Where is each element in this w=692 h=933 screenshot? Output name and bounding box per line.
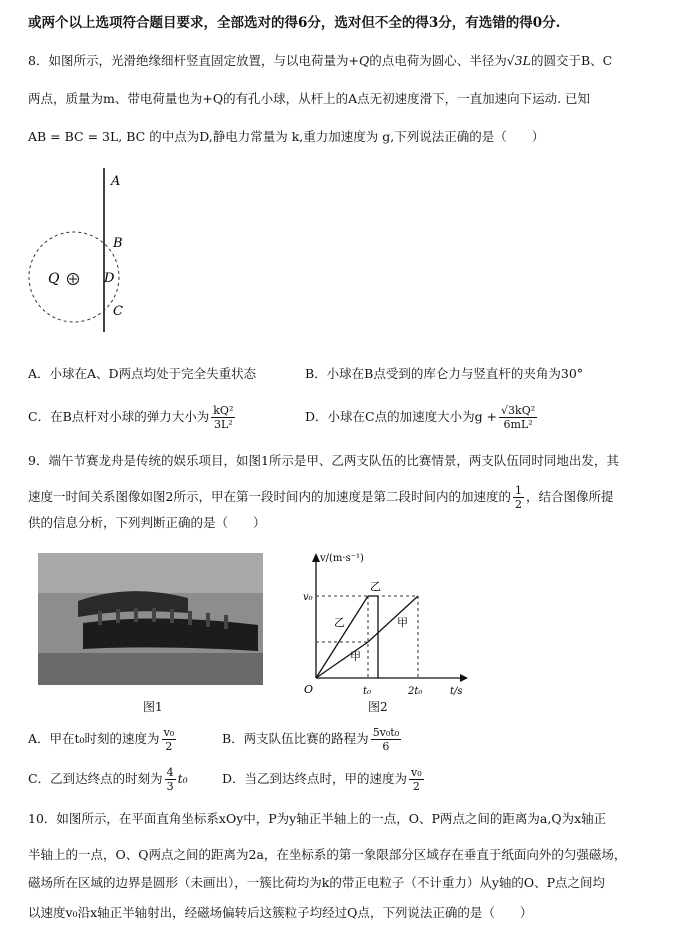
q10-line-2: 半轴上的一点，O、Q两点之间的距离为2a，在坐标系的第一象限部分区域存在垂直于纸面向外的匀强磁场， [28, 847, 627, 862]
q9-option-b[interactable] [222, 726, 403, 753]
q10-line-3: 磁场所在区域的边界是圆形（未画出），一簇比荷均为k的带正电粒子（不计重力）从y轴的O、P点之间均 [28, 875, 606, 890]
fraction-numerator: v₀ [411, 766, 422, 779]
fraction-denominator: 2 [514, 498, 522, 511]
label-a: A [111, 174, 121, 189]
q9-option-a-text: A．甲在t₀时刻的速度为 [28, 731, 160, 746]
q9-option-a[interactable] [28, 726, 178, 753]
section-instructions: 或两个以上选项符合题目要求，全部选对的得6分，选对但不全的得3分，有选错的得0分. [28, 15, 561, 31]
q8-text-c: 的点电荷为圆心、半径为 [369, 53, 507, 68]
jia-low-label: 甲 [350, 650, 361, 663]
q8-option-c-fraction [211, 404, 235, 431]
y-axis-label: v/(m·s⁻¹) [320, 553, 364, 564]
dragon-boat-photo [38, 553, 263, 685]
q8-radius: √3L [506, 53, 531, 68]
q8-option-c-text: C．在B点杆对小球的弹力大小为 [28, 409, 210, 424]
q9-line-2 [28, 484, 678, 511]
fraction-numerator: 5v₀t₀ [372, 726, 400, 739]
vt-graph [300, 548, 480, 698]
label-q: Q [48, 271, 60, 287]
fraction-denominator: 2 [165, 740, 173, 753]
q9-option-c-fraction [165, 766, 176, 793]
y-axis-arrow-icon [312, 553, 320, 562]
label-d: D [104, 271, 115, 286]
q9-option-d-fraction [409, 766, 424, 793]
q8-text-e: 的圆交于B、C [530, 53, 613, 68]
q9-option-b-text: B．两支队伍比赛的路程为 [222, 731, 369, 746]
label-c: C [113, 304, 123, 319]
figure-1-caption: 图1 [143, 700, 163, 714]
q9-text-b: ，结合图像所提 [525, 489, 614, 504]
q9-option-c[interactable] [28, 766, 188, 793]
q9-line-3: 供的信息分析，下列判断正确的是（ ） [28, 515, 266, 530]
origin-label: O [304, 683, 314, 696]
jia-top-label: 甲 [397, 616, 408, 629]
dragon-boat-image [38, 553, 263, 685]
q9-option-a-fraction [162, 726, 177, 753]
q8-text-a: 8．如图所示，光滑绝缘细杆竖直固定放置，与以电荷量为 [28, 53, 349, 68]
q8-line-1 [28, 52, 678, 70]
yi-mid-label: 乙 [334, 616, 345, 629]
q8-line-3: AB = BC = 3L, BC 的中点为D,静电力常量为 k,重力加速度为 g,下列说法正确的是（ ） [28, 129, 545, 144]
q9-option-d-text: D．当乙到达终点时，甲的速度为 [222, 771, 408, 786]
fraction-numerator: 4 [166, 766, 174, 779]
q10-line-4: 以速度v₀沿x轴正半轴射出，经磁场偏转后这簇粒子均经过Q点，下列说法正确的是（ ） [28, 905, 533, 920]
q8-line-2: 两点，质量为m、带电荷量也为+Q的有孔小球，从杆上的A点无初速度滑下，一直加速向下运动. 已知 [28, 91, 591, 106]
q8-option-b[interactable]: B．小球在B点受到的库仑力与竖直杆的夹角为30° [305, 366, 584, 381]
x-axis-label: t/s [450, 686, 463, 697]
q9-option-b-fraction [371, 726, 401, 753]
fraction-numerator: √3kQ² [501, 404, 536, 417]
q8-option-d-fraction [499, 404, 537, 431]
2t0-label: 2t₀ [408, 686, 423, 697]
fraction-denominator: 2 [412, 780, 420, 793]
q9-half-fraction [513, 484, 524, 511]
q8-option-d-text: D．小球在C点的加速度大小为g + [305, 409, 498, 424]
fraction-denominator: 6 [382, 740, 390, 753]
q9-option-c-text: C．乙到达终点的时刻为 [28, 771, 163, 786]
q8-option-d[interactable] [305, 404, 539, 431]
q8-option-c[interactable] [28, 404, 237, 431]
q8-figure [20, 160, 170, 340]
q9-line-1: 9．端午节赛龙舟是传统的娱乐项目，如图1所示是甲、乙两支队伍的比赛情景，两支队伍同时同地出发，其 [28, 453, 619, 468]
v0-label: v₀ [303, 592, 313, 603]
fraction-denominator: 3 [166, 780, 174, 793]
label-b: B [113, 236, 123, 251]
t0-label: t₀ [363, 686, 372, 697]
q8-option-a[interactable]: A．小球在A、D两点均处于完全失重状态 [28, 366, 257, 381]
q8-charge: +Q [348, 53, 370, 68]
fraction-numerator: kQ² [213, 404, 234, 417]
q9-option-c-tail: t₀ [177, 771, 188, 786]
fraction-denominator: 3L² [213, 418, 233, 431]
q9-option-d[interactable] [222, 766, 426, 793]
figure-2-caption: 图2 [368, 700, 388, 714]
fraction-numerator: 1 [514, 484, 522, 497]
fraction-numerator: v₀ [163, 726, 175, 739]
x-axis-arrow-icon [460, 674, 468, 682]
q10-line-1: 10．如图所示，在平面直角坐标系xOy中，P为y轴正半轴上的一点，O、P两点之间的距离为a,Q为x轴正 [28, 811, 607, 826]
q9-text-a: 速度一时间关系图像如图2所示，甲在第一段时间内的加速度是第二段时间内的加速度的 [28, 489, 511, 504]
fraction-denominator: 6mL² [503, 418, 533, 431]
yi-top-label: 乙 [370, 580, 381, 593]
series-yi-line [316, 596, 368, 678]
